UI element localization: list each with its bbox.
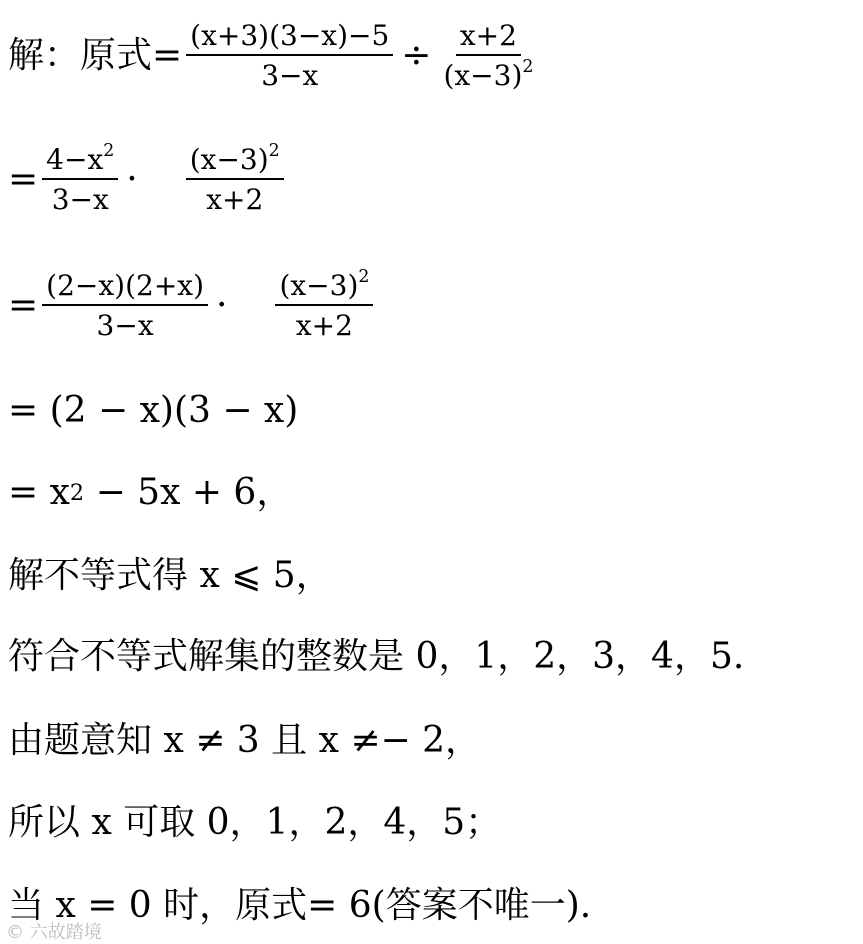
fraction-6-denominator: x+2 xyxy=(295,309,353,342)
line4-text: = (2 − x)(3 − x) xyxy=(8,390,299,431)
line10-text: 当 x = 0 时，原式= 6(答案不唯一). xyxy=(8,885,592,926)
equation-line-2 xyxy=(8,140,288,216)
divide-sign: ÷ xyxy=(401,35,432,76)
fraction-5 xyxy=(42,269,208,342)
equation-line-5: = x 2 − 5x + 6， xyxy=(8,472,293,513)
line3-prefix: = xyxy=(8,285,39,326)
text-line-9 xyxy=(8,793,501,853)
fraction-4 xyxy=(186,140,284,216)
line5-post: − 5x + 6， xyxy=(84,472,293,513)
fraction-4-numerator xyxy=(186,140,284,180)
equation-line-4 xyxy=(8,381,298,441)
multiply-dot: · xyxy=(126,159,138,200)
line9-text: 所以 x 可取 0，1，2，4，5； xyxy=(8,802,502,843)
line6-text: 解不等式得 x ⩽ 5， xyxy=(8,555,332,596)
fraction-1 xyxy=(186,19,393,92)
fraction-3-numerator-exponent: 2 xyxy=(103,140,115,161)
fraction-3-denominator: 3−x xyxy=(51,183,109,216)
fraction-3 xyxy=(42,140,118,216)
text-line-8 xyxy=(8,711,481,771)
fraction-2-denominator-base: (x−3) xyxy=(443,59,523,92)
fraction-1-numerator: (x+3)(3−x)−5 xyxy=(186,22,393,56)
equation-line-1 xyxy=(8,19,541,92)
watermark: © 六故踏境 xyxy=(6,922,102,943)
fraction-6-numerator-base: (x−3) xyxy=(279,269,359,302)
fraction-4-numerator-exponent: 2 xyxy=(268,140,280,161)
line8-text: 由题意知 x ≠ 3 且 x ≠− 2， xyxy=(8,720,482,761)
fraction-4-numerator-base: (x−3) xyxy=(189,143,269,176)
fraction-6 xyxy=(275,266,373,342)
fraction-2-denominator-exponent: 2 xyxy=(522,56,534,77)
line7-text: 符合不等式解集的整数是 0，1，2，3，4，5. xyxy=(8,636,745,677)
fraction-6-numerator xyxy=(275,266,373,306)
multiply-dot: · xyxy=(216,285,228,326)
fraction-5-numerator: (2−x)(2+x) xyxy=(42,272,208,306)
equation-line-3 xyxy=(8,266,377,342)
fraction-2-denominator xyxy=(439,56,537,90)
line2-prefix: = xyxy=(8,159,39,200)
line5-pre: = x xyxy=(8,472,70,513)
fraction-1-denominator: 3−x xyxy=(261,59,319,92)
fraction-3-numerator-base: 4−x xyxy=(46,143,104,176)
text-line-6 xyxy=(8,546,332,606)
fraction-6-numerator-exponent: 2 xyxy=(358,266,370,287)
fraction-2 xyxy=(439,19,537,92)
fraction-2-numerator: x+2 xyxy=(456,22,521,56)
fraction-5-denominator: 3−x xyxy=(96,309,154,342)
fraction-3-numerator xyxy=(42,140,118,180)
fraction-4-denominator: x+2 xyxy=(206,183,264,216)
text-line-7 xyxy=(8,627,744,687)
line1-prefix: 解：原式= xyxy=(8,35,183,76)
